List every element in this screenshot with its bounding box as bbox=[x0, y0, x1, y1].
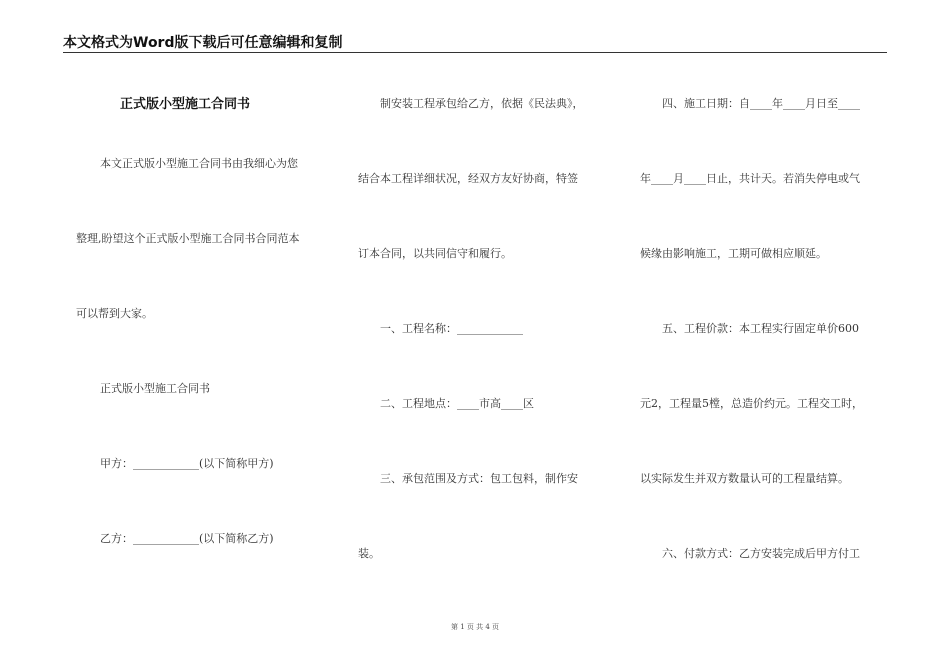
paragraph-line: 可以帮到大家。 bbox=[76, 307, 153, 320]
paragraph-line: 制安装工程承包给乙方，依据《民法典》， bbox=[380, 97, 584, 110]
page-footer: 第 1 页 共 4 页 bbox=[450, 623, 500, 631]
paragraph-line: 以实际发生并双方数量认可的工程量结算。 bbox=[640, 472, 849, 485]
party-b-line: 乙方：____________(以下简称乙方) bbox=[100, 532, 274, 545]
paragraph-line: 候缘由影响施工，工期可做相应顺延。 bbox=[640, 247, 827, 260]
clause-line: 五、工程价款：本工程实行固定单价600 bbox=[662, 322, 859, 335]
page-header: 本文格式为Word版下载后可任意编辑和复制 bbox=[63, 35, 343, 51]
clause-line: 三、承包范围及方式：包工包料，制作安 bbox=[380, 472, 578, 485]
paragraph-line: 年____月____日止，共计天。若消失停电或气 bbox=[640, 172, 860, 185]
paragraph-line: 元2，工程量5樘，总造价约元。工程交工时， bbox=[640, 397, 863, 410]
paragraph-line: 装。 bbox=[358, 547, 380, 560]
clause-line: 六、付款方式：乙方安装完成后甲方付工 bbox=[662, 547, 860, 560]
header-rule bbox=[63, 52, 887, 53]
subtitle-line: 正式版小型施工合同书 bbox=[100, 382, 210, 395]
clause-line: 一、工程名称：____________ bbox=[380, 322, 523, 335]
clause-line: 四、施工日期：自____年____月日至____ bbox=[662, 97, 860, 110]
clause-line: 二、工程地点：____市高____区 bbox=[380, 397, 534, 410]
paragraph-line: 整理,盼望这个正式版小型施工合同书合同范本 bbox=[76, 232, 300, 245]
party-a-line: 甲方：____________(以下简称甲方) bbox=[100, 457, 274, 470]
paragraph-line: 订本合同，以共同信守和履行。 bbox=[358, 247, 512, 260]
paragraph-line: 结合本工程详细状况，经双方友好协商，特签 bbox=[358, 172, 578, 185]
paragraph-line: 本文正式版小型施工合同书由我细心为您 bbox=[100, 157, 298, 170]
document-title: 正式版小型施工合同书 bbox=[120, 97, 251, 112]
